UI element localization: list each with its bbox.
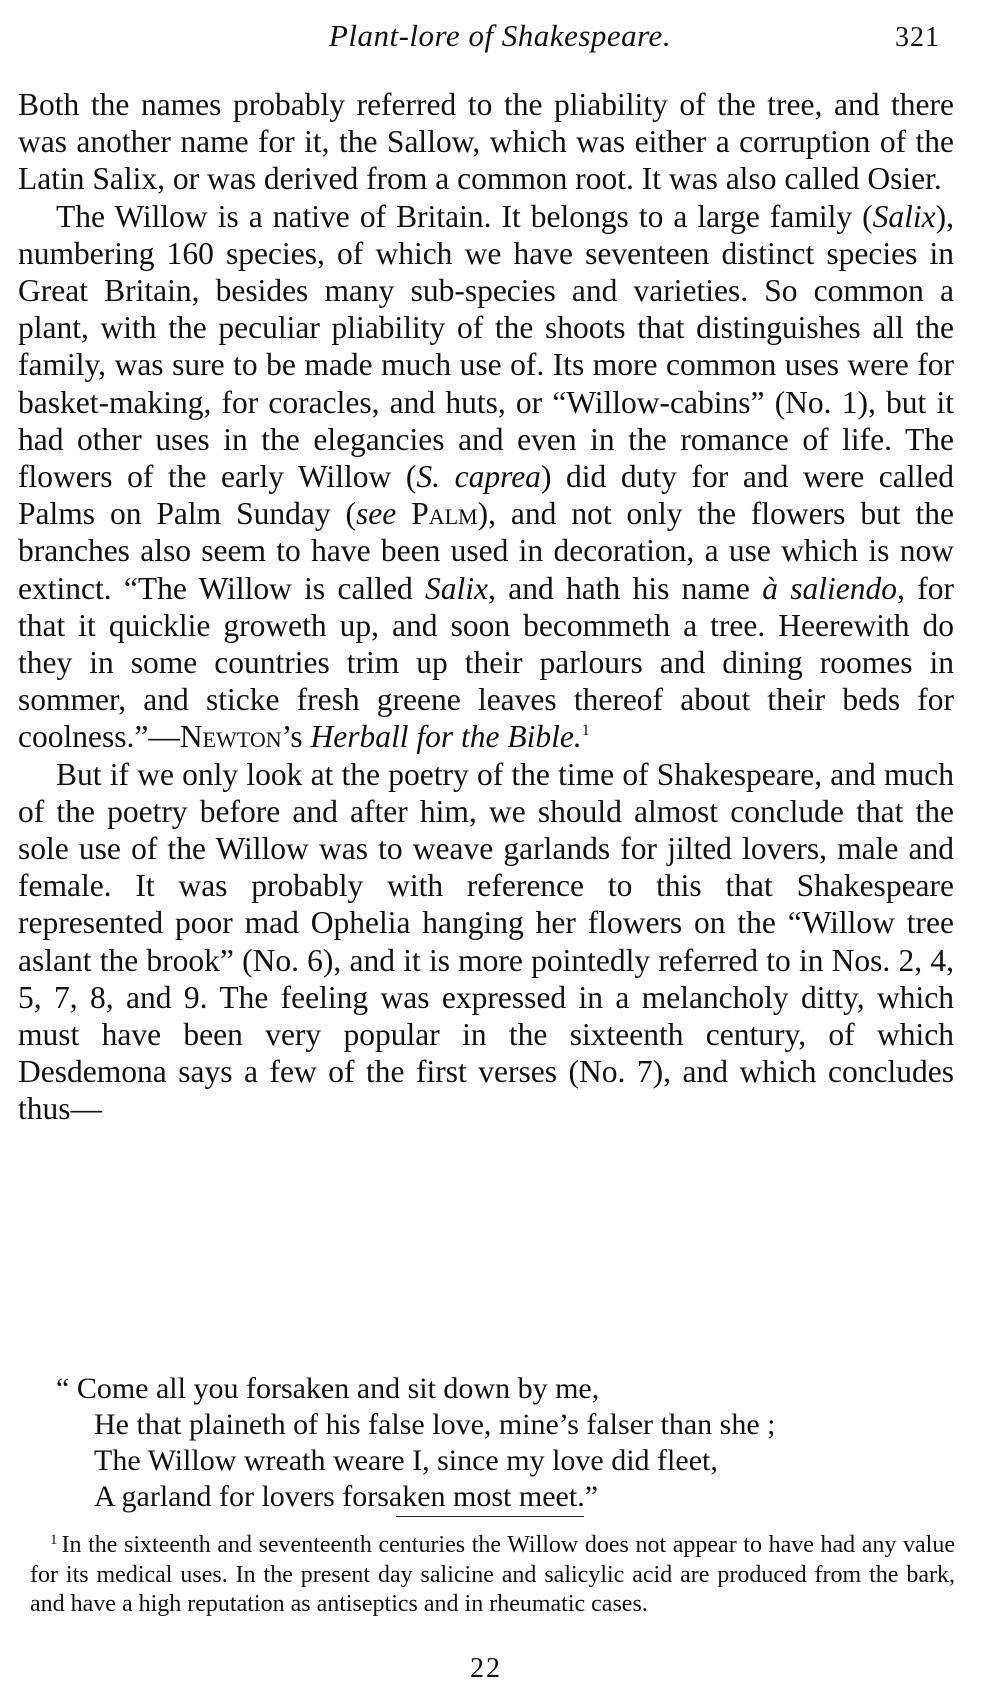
verse-quotation — [56, 1371, 956, 1515]
footnote-text: In the sixteenth and seventeenth centuries the Willow does not appear to have had any value for its medical uses. In the present day salicine and salicylic acid are produced from the bark, and have a high reputation as antiseptics and in rheumatic cases. — [30, 1532, 955, 1617]
italic-salix-quote: Salix — [425, 570, 489, 606]
paragraph-1: Both the names probably referred to the pliability of the tree, and there was another name for it, the Sallow, which was either a corruption of the Latin Salix, or was derived from a common root. It was also called Osier. — [18, 87, 954, 197]
footnote-marker: 1 — [50, 1532, 58, 1548]
paragraph-2-text: ’s — [281, 719, 311, 755]
footnote-divider — [396, 1516, 584, 1517]
verse-line-2: He that plaineth of his false love, mine’s falser than she ; — [94, 1408, 776, 1441]
page-number: 321 — [895, 22, 940, 53]
italic-see: see — [356, 496, 397, 532]
page-header — [0, 14, 1000, 54]
cross-reference-palm: Palm — [411, 496, 478, 532]
paragraph-2-text: ) did duty for and were called Palms on Palm Sunday ( — [18, 459, 954, 532]
author-newton: Newton — [179, 719, 282, 755]
paragraph-2-text: , for that it quicklie groweth up, and soon becommeth a tree. Heerewith do they in some countries trim up their parlours and dining roomes in sommer, and sticke fresh greene leaves thereof about their beds for coolness.”— — [18, 570, 954, 755]
paragraph-2 — [18, 198, 954, 756]
footnote — [30, 1526, 955, 1620]
verse-line-3: The Willow wreath weare I, since my love did fleet, — [94, 1444, 718, 1477]
italic-book-title: Herball for the Bible. — [310, 719, 582, 755]
paragraph-2-text: ), numbering 160 species, of which we have seventeen distinct species in Great Britain, besides many sub-species and varieties. So common a plant, with the peculiar pliability of the shoots that distinguishes all the family, was sure to be made much use of. Its more common uses were for basket-making, for coracles, and huts, or “Willow-cabins” (No. 1), but it had other uses in the elegancies and even in the romance of life. The flowers of the early Willow ( — [18, 198, 954, 495]
printer-signature-mark: 22 — [470, 1653, 502, 1684]
paragraph-2-text: The Willow is a native of Britain. It belongs to a large family ( — [56, 198, 873, 234]
verse-line-1: “ Come all you forsaken and sit down by me, — [56, 1372, 600, 1405]
running-title: Plant-lore of Shakespeare. — [328, 18, 672, 53]
italic-s-caprea: S. caprea — [416, 459, 541, 495]
verse-line-4: A garland for lovers forsaken most meet.” — [94, 1480, 599, 1513]
italic-a-saliendo: à saliendo — [762, 570, 898, 606]
main-text — [18, 86, 954, 1128]
paragraph-2-text: ), and not only the flowers but the branches also seem to have been used in decoration, a use which is now extinct. “The Willow is called — [18, 496, 954, 606]
paragraph-3: But if we only look at the poetry of the time of Shakespeare, and much of the poetry before and after him, we should almost conclude that the sole use of the Willow was to weave garlands for jilted lovers, male and female. It was probably with reference to this that Shakespeare represented poor mad Ophelia hanging her flowers on the “Willow tree aslant the brook” (No. 6), and it is more pointedly referred to in Nos. 2, 4, 5, 7, 8, and 9. The feeling was expressed in a melancholy ditty, which must have been very popular in the sixteenth century, of which Desdemona says a few of the first verses (No. 7), and which concludes thus— — [18, 756, 954, 1127]
paragraph-2-text: , and hath his name — [488, 570, 763, 606]
italic-salix: Salix — [872, 198, 936, 234]
footnote-reference: 1 — [581, 722, 590, 740]
